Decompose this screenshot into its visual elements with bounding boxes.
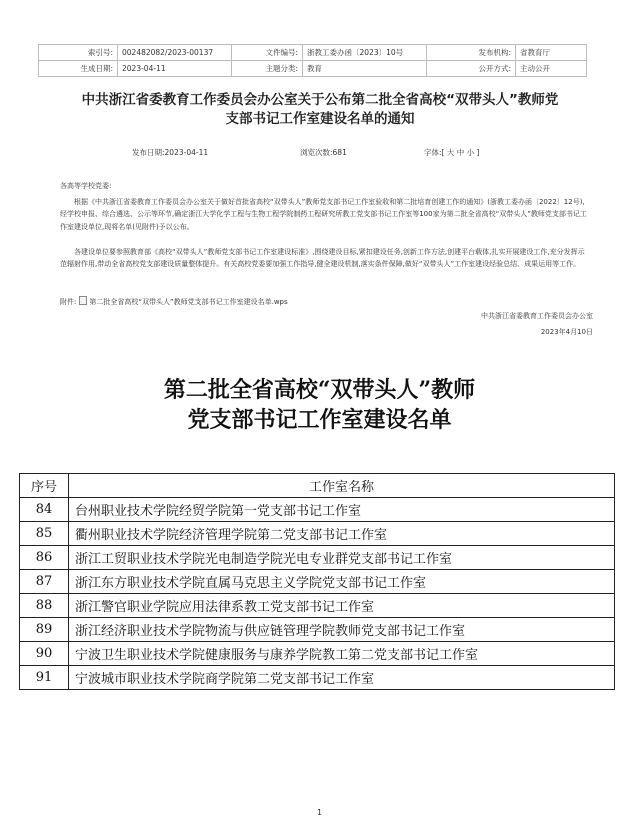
publish-date — [132, 147, 208, 158]
studio-list-table — [19, 473, 615, 690]
row-name: 浙江警官职业学院应用法律系教工党支部书记工作室 — [69, 594, 615, 618]
publish-date-value: 2023-04-11 — [164, 148, 209, 157]
font-large-button[interactable]: 大 — [446, 148, 455, 157]
row-number: 86 — [20, 546, 69, 570]
disclosure-value: 主动公开 — [516, 61, 587, 77]
row-name: 衢州职业技术学院经济管理学院第二党支部书记工作室 — [69, 522, 615, 546]
notice-title — [40, 91, 600, 129]
issuer-label: 发布机构: — [427, 45, 516, 61]
table-header-row — [20, 474, 615, 498]
list-title — [0, 375, 639, 435]
metadata-row — [39, 61, 587, 77]
row-number: 90 — [20, 642, 69, 666]
font-bracket-open: [ — [441, 148, 445, 157]
document-number-value: 浙教工委办函〔2023〕10号 — [303, 45, 427, 61]
table-row — [20, 522, 615, 546]
index-value: 002482082/2023-00137 — [118, 45, 232, 61]
disclosure-label: 公开方式: — [427, 61, 516, 77]
row-name: 浙江东方职业技术学院直属马克思主义学院党支部书记工作室 — [69, 570, 615, 594]
topic-label: 主题分类: — [232, 61, 303, 77]
document-number-label: 文件编号: — [232, 45, 303, 61]
column-header-name: 工作室名称 — [69, 474, 615, 498]
signature-date: 2023年4月10日 — [540, 328, 593, 336]
body-paragraph: 根据《中共浙江省委教育工作委员会办公室关于做好首批省高校“双带头人”教师党支部书记工作室验收和第二批培育创建工作的通知》(浙教工委办函〔2022〕12号),经学校申报、综合遴选、公示等环节,确定浙江大学化学工程与生物工程学院制药工程研究所教工党支部书记工作室等100家为第二批全省高校“双带头人”教师党支部书记工作室建设单位,现将名单(见附件)予以公布。 — [60, 198, 587, 231]
page-number: 1 — [316, 808, 323, 817]
row-number: 87 — [20, 570, 69, 594]
table-row — [20, 498, 615, 522]
body-paragraph: 各建设单位要参照教育部《高校“双带头人”教师党支部书记工作室建设标准》,围绕建设目标,紧扣建设任务,创新工作方法,创建平台载体,扎实开展建设工作,充分发挥示范辐射作用,带动全省高校党支部建设质量整体提升。有关高校党委要加强工作指导,健全建设机制,落实条件保障,做好“双带头人”工作室建设经验总结、成果运用等工作。 — [60, 248, 585, 269]
table-row — [20, 570, 615, 594]
view-count-value: 681 — [332, 148, 347, 157]
font-size-label: 字体: — [424, 148, 442, 157]
notice-title-line: 支部书记工作室建设名单的通知 — [225, 111, 415, 127]
created-date-label: 生成日期: — [39, 61, 118, 77]
row-number: 84 — [20, 498, 69, 522]
row-name: 浙江经济职业技术学院物流与供应链管理学院教师党支部书记工作室 — [69, 618, 615, 642]
topic-value: 教育 — [303, 61, 427, 77]
row-name: 宁波卫生职业技术学院健康服务与康养学院教工第二党支部书记工作室 — [69, 642, 615, 666]
publish-date-label: 发布日期: — [132, 148, 165, 157]
document-metadata-table — [38, 44, 587, 77]
created-date-value: 2023-04-11 — [118, 61, 232, 77]
font-medium-button[interactable]: 中 — [456, 148, 465, 157]
font-small-button[interactable]: 小 — [466, 148, 475, 157]
row-number: 85 — [20, 522, 69, 546]
file-icon — [79, 296, 87, 305]
row-number: 91 — [20, 666, 69, 690]
table-row — [20, 546, 615, 570]
metadata-row — [39, 45, 587, 61]
column-header-number: 序号 — [20, 474, 69, 498]
view-count — [300, 147, 347, 158]
signature-organization: 中共浙江省委教育工作委员会办公室 — [481, 312, 593, 320]
table-row — [20, 666, 615, 690]
row-name: 宁波城市职业技术学院商学院第二党支部书记工作室 — [69, 666, 615, 690]
attachment-label: 附件: — [60, 298, 77, 306]
notice-title-line: 中共浙江省委教育工作委员会办公室关于公布第二批全省高校“双带头人”教师党 — [81, 92, 559, 108]
view-count-label: 浏览次数: — [300, 148, 333, 157]
issuer-value: 省教育厅 — [516, 45, 587, 61]
row-number: 88 — [20, 594, 69, 618]
font-size-selector — [424, 147, 479, 158]
list-title-line: 党支部书记工作室建设名单 — [187, 407, 452, 433]
row-number: 89 — [20, 618, 69, 642]
row-name: 台州职业技术学院经贸学院第一党支部书记工作室 — [69, 498, 615, 522]
table-row — [20, 594, 615, 618]
table-row — [20, 642, 615, 666]
attachment-link[interactable]: 第二批全省高校“双带头人”教师党支部书记工作室建设名单.wps — [89, 298, 288, 306]
attachment — [60, 296, 288, 307]
table-row — [20, 618, 615, 642]
list-title-line: 第二批全省高校“双带头人”教师 — [163, 377, 476, 403]
salutation: 各高等学校党委: — [60, 182, 112, 190]
row-name: 浙江工贸职业技术学院光电制造学院光电专业群党支部书记工作室 — [69, 546, 615, 570]
font-bracket-close: ] — [476, 148, 480, 157]
index-label: 索引号: — [39, 45, 118, 61]
